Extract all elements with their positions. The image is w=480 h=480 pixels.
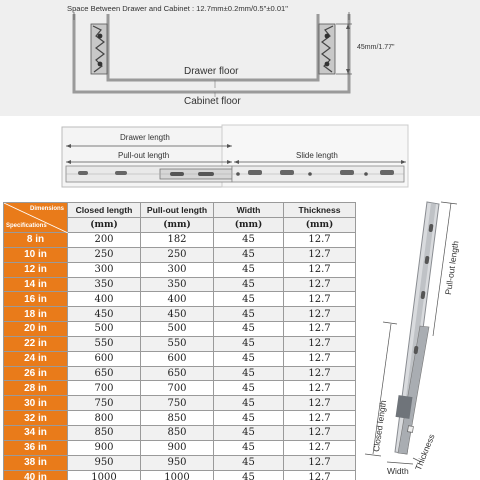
spec-cell: 16 in xyxy=(4,292,68,307)
pullout-length-cell: 850 xyxy=(141,411,214,426)
spec-cell: 26 in xyxy=(4,366,68,381)
closed-length-cell: 1000 xyxy=(68,470,141,480)
width-cell: 45 xyxy=(214,233,284,248)
thickness-cell: 12.7 xyxy=(284,322,356,337)
closed-length-cell: 700 xyxy=(68,381,141,396)
pullout-length-cell: 1000 xyxy=(141,470,214,480)
closed-length-cell: 500 xyxy=(68,322,141,337)
thickness-cell: 12.7 xyxy=(284,336,356,351)
spec-cell: 20 in xyxy=(4,322,68,337)
table-header-row xyxy=(4,203,356,218)
thickness-cell: 12.7 xyxy=(284,366,356,381)
width-cell: 45 xyxy=(214,277,284,292)
thickness-cell: 12.7 xyxy=(284,440,356,455)
pullout-length-cell: 950 xyxy=(141,455,214,470)
spec-cell: 32 in xyxy=(4,411,68,426)
slide-height-label: 45mm/1.77" xyxy=(357,44,395,51)
spec-cell: 40 in xyxy=(4,470,68,480)
pullout-length-cell: 400 xyxy=(141,292,214,307)
thickness-cell: 12.7 xyxy=(284,277,356,292)
slide-length-label: Slide length xyxy=(296,151,338,160)
unit-closed-length: (mm) xyxy=(68,218,141,233)
pullout-length-cell: 900 xyxy=(141,440,214,455)
width-cell: 45 xyxy=(214,396,284,411)
spec-cell: 28 in xyxy=(4,381,68,396)
table-row xyxy=(4,411,356,426)
drawer-length-label: Drawer length xyxy=(120,133,170,142)
spec-cell: 34 in xyxy=(4,425,68,440)
table-row xyxy=(4,381,356,396)
closed-length-cell: 600 xyxy=(68,351,141,366)
thickness-cell: 12.7 xyxy=(284,381,356,396)
width-cell: 45 xyxy=(214,322,284,337)
thickness-cell: 12.7 xyxy=(284,396,356,411)
spec-cell: 10 in xyxy=(4,247,68,262)
table-row xyxy=(4,292,356,307)
pullout-length-cell: 450 xyxy=(141,307,214,322)
thickness-cell: 12.7 xyxy=(284,262,356,277)
slide-length-diagram xyxy=(0,119,480,198)
pullout-length-cell: 550 xyxy=(141,336,214,351)
pullout-length-label: Pull-out length xyxy=(118,151,170,160)
spec-cell: 38 in xyxy=(4,455,68,470)
table-corner-cell xyxy=(4,203,68,233)
closed-length-cell: 800 xyxy=(68,411,141,426)
pullout-length-cell: 750 xyxy=(141,396,214,411)
thickness-cell: 12.7 xyxy=(284,455,356,470)
spec-cell: 18 in xyxy=(4,307,68,322)
width-cell: 45 xyxy=(214,262,284,277)
table-row xyxy=(4,247,356,262)
thickness-cell: 12.7 xyxy=(284,411,356,426)
spec-cell: 8 in xyxy=(4,233,68,248)
closed-length-cell: 450 xyxy=(68,307,141,322)
closed-length-cell: 550 xyxy=(68,336,141,351)
closed-length-cell: 300 xyxy=(68,262,141,277)
pullout-length-cell: 650 xyxy=(141,366,214,381)
header-thickness: Thickness xyxy=(284,203,356,218)
width-cell: 45 xyxy=(214,336,284,351)
closed-length-cell: 650 xyxy=(68,366,141,381)
spec-cell: 24 in xyxy=(4,351,68,366)
unit-pullout-length: (mm) xyxy=(141,218,214,233)
table-row xyxy=(4,440,356,455)
table-row xyxy=(4,277,356,292)
thickness-cell: 12.7 xyxy=(284,470,356,480)
corner-specifications-label: Specifications xyxy=(6,223,47,229)
thickness-cell: 12.7 xyxy=(284,233,356,248)
cabinet-floor-label: Cabinet floor xyxy=(184,96,241,107)
closed-length-cell: 850 xyxy=(68,425,141,440)
drawer-cabinet-diagram xyxy=(0,0,480,116)
width-cell: 45 xyxy=(214,425,284,440)
photo-thickness-label: Thickness xyxy=(413,432,437,472)
spec-cell: 22 in xyxy=(4,336,68,351)
width-cell: 45 xyxy=(214,292,284,307)
width-cell: 45 xyxy=(214,381,284,396)
space-between-label: Space Between Drawer and Cabinet : 12.7mm±0.2mm/0.5"±0.01" xyxy=(67,4,288,13)
table-row xyxy=(4,396,356,411)
photo-width-label: Width xyxy=(387,466,409,476)
table-row xyxy=(4,336,356,351)
pullout-length-cell: 600 xyxy=(141,351,214,366)
thickness-cell: 12.7 xyxy=(284,351,356,366)
thickness-cell: 12.7 xyxy=(284,425,356,440)
header-closed-length: Closed length xyxy=(68,203,141,218)
header-width: Width xyxy=(214,203,284,218)
table-row xyxy=(4,425,356,440)
photo-closed-length-label: Closed length xyxy=(371,399,389,453)
spec-cell: 30 in xyxy=(4,396,68,411)
width-cell: 45 xyxy=(214,307,284,322)
closed-length-cell: 200 xyxy=(68,233,141,248)
table-row xyxy=(4,351,356,366)
corner-dimensions-label: Dimensions xyxy=(29,206,64,212)
width-cell: 45 xyxy=(214,455,284,470)
table-row xyxy=(4,470,356,480)
unit-thickness: (mm) xyxy=(284,218,356,233)
table-row xyxy=(4,455,356,470)
spec-cell: 36 in xyxy=(4,440,68,455)
photo-pullout-length-label: Pull-out length xyxy=(443,240,461,296)
width-cell: 45 xyxy=(214,440,284,455)
width-cell: 45 xyxy=(214,351,284,366)
closed-length-cell: 250 xyxy=(68,247,141,262)
unit-width: (mm) xyxy=(214,218,284,233)
pullout-length-cell: 500 xyxy=(141,322,214,337)
width-cell: 45 xyxy=(214,366,284,381)
pullout-length-cell: 850 xyxy=(141,425,214,440)
table-row xyxy=(4,322,356,337)
pullout-length-cell: 700 xyxy=(141,381,214,396)
spec-cell: 14 in xyxy=(4,277,68,292)
table-row xyxy=(4,262,356,277)
slide-length-drawing xyxy=(0,119,480,198)
thickness-cell: 12.7 xyxy=(284,307,356,322)
closed-length-cell: 350 xyxy=(68,277,141,292)
specification-table xyxy=(3,202,356,480)
thickness-cell: 12.7 xyxy=(284,247,356,262)
table-row xyxy=(4,366,356,381)
closed-length-cell: 750 xyxy=(68,396,141,411)
thickness-cell: 12.7 xyxy=(284,292,356,307)
drawer-floor-label: Drawer floor xyxy=(184,66,239,77)
pullout-length-cell: 250 xyxy=(141,247,214,262)
spec-cell: 12 in xyxy=(4,262,68,277)
closed-length-cell: 900 xyxy=(68,440,141,455)
pullout-length-cell: 182 xyxy=(141,233,214,248)
width-cell: 45 xyxy=(214,411,284,426)
closed-length-cell: 400 xyxy=(68,292,141,307)
header-pullout-length: Pull-out length xyxy=(141,203,214,218)
slide-product-photo xyxy=(357,196,480,480)
table-row xyxy=(4,233,356,248)
width-cell: 45 xyxy=(214,470,284,480)
pullout-length-cell: 350 xyxy=(141,277,214,292)
table-row xyxy=(4,307,356,322)
pullout-length-cell: 300 xyxy=(141,262,214,277)
closed-length-cell: 950 xyxy=(68,455,141,470)
width-cell: 45 xyxy=(214,247,284,262)
